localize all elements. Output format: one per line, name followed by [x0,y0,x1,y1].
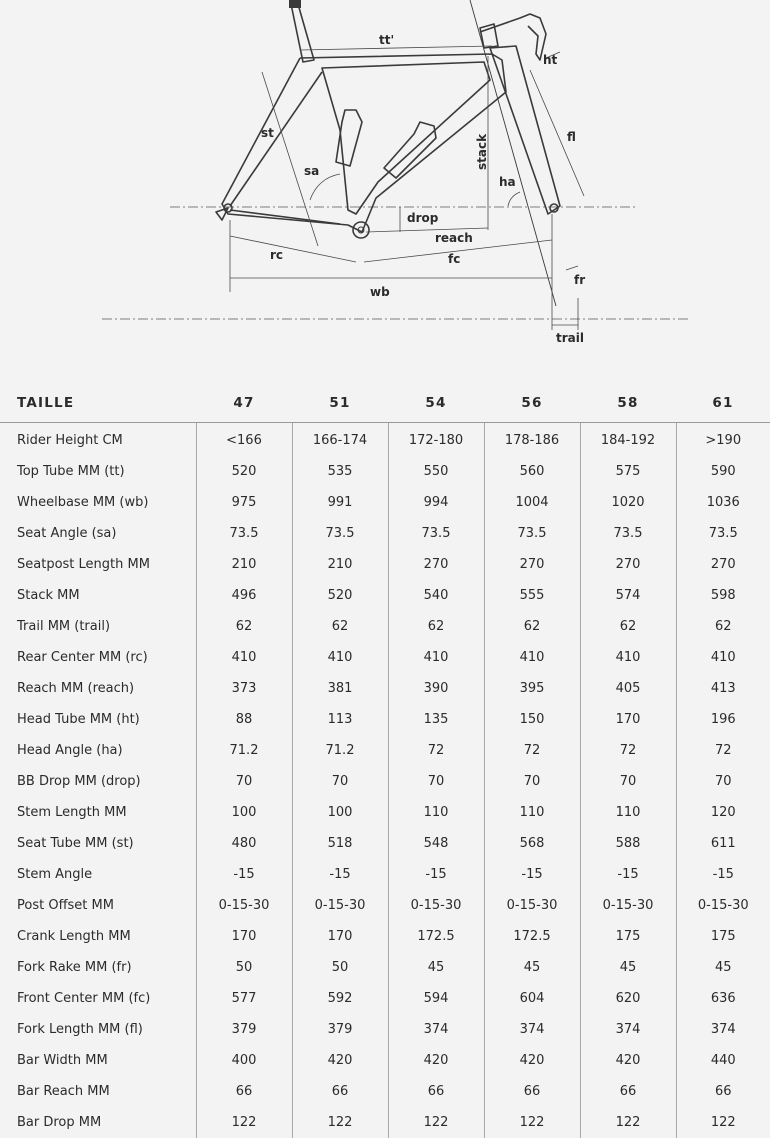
table-cell: 374 [484,1014,580,1045]
table-cell: 390 [388,673,484,704]
row-label: Wheelbase MM (wb) [0,487,196,518]
table-cell: 110 [580,797,676,828]
table-row [0,1014,770,1045]
table-row [0,766,770,797]
table-cell: 520 [196,456,292,487]
row-label: BB Drop MM (drop) [0,766,196,797]
table-cell: 0-15-30 [676,890,770,921]
table-cell: 270 [676,549,770,580]
bottle-1 [336,110,362,166]
table-cell: 1004 [484,487,580,518]
table-cell: 577 [196,983,292,1014]
label-st: st [261,126,274,140]
table-cell: 550 [388,456,484,487]
table-cell: 122 [580,1107,676,1138]
header-size: 54 [388,384,484,423]
table-cell: 73.5 [676,518,770,549]
table-cell: 594 [388,983,484,1014]
header-size: 51 [292,384,388,423]
row-label: Reach MM (reach) [0,673,196,704]
label-wb: wb [370,285,390,299]
table-header-row [0,384,770,423]
table-cell: 73.5 [580,518,676,549]
table-cell: 170 [292,921,388,952]
seatpost-shape [291,4,314,62]
table-cell: 175 [676,921,770,952]
table-cell: 410 [580,642,676,673]
table-cell: 590 [676,456,770,487]
table-cell: 210 [292,549,388,580]
table-cell: 0-15-30 [292,890,388,921]
table-cell: 210 [196,549,292,580]
header-size: 58 [580,384,676,423]
row-label: Stack MM [0,580,196,611]
table-cell: 1036 [676,487,770,518]
row-label: Stem Angle [0,859,196,890]
row-label: Front Center MM (fc) [0,983,196,1014]
table-row [0,580,770,611]
table-cell: -15 [388,859,484,890]
table-cell: 575 [580,456,676,487]
table-cell: 122 [292,1107,388,1138]
row-label: Trail MM (trail) [0,611,196,642]
table-cell: 71.2 [196,735,292,766]
row-label: Seatpost Length MM [0,549,196,580]
table-cell: 122 [484,1107,580,1138]
table-cell: 420 [580,1045,676,1076]
row-label: Bar Drop MM [0,1107,196,1138]
row-label: Crank Length MM [0,921,196,952]
table-cell: 100 [196,797,292,828]
table-cell: 1020 [580,487,676,518]
table-cell: 45 [484,952,580,983]
table-row [0,549,770,580]
label-trail: trail [556,331,584,345]
table-cell: 548 [388,828,484,859]
table-cell: 66 [580,1076,676,1107]
table-cell: 175 [580,921,676,952]
table-cell: 374 [580,1014,676,1045]
table-cell: 72 [484,735,580,766]
table-cell: -15 [484,859,580,890]
header-size: 61 [676,384,770,423]
row-label: Rider Height CM [0,423,196,457]
head-angle-arc [508,192,520,206]
table-cell: 66 [676,1076,770,1107]
table-cell: 568 [484,828,580,859]
row-label: Head Tube MM (ht) [0,704,196,735]
table-cell: 150 [484,704,580,735]
table-cell: 381 [292,673,388,704]
table-cell: 405 [580,673,676,704]
table-cell: >190 [676,423,770,457]
row-label: Seat Tube MM (st) [0,828,196,859]
table-cell: 611 [676,828,770,859]
table-cell: 588 [580,828,676,859]
table-row [0,704,770,735]
table-row [0,890,770,921]
row-label: Stem Length MM [0,797,196,828]
table-cell: 71.2 [292,735,388,766]
table-cell: 560 [484,456,580,487]
table-cell: 374 [676,1014,770,1045]
table-row [0,487,770,518]
table-cell: 410 [676,642,770,673]
table-cell: 270 [580,549,676,580]
table-cell: 100 [292,797,388,828]
table-cell: 535 [292,456,388,487]
table-cell: 73.5 [484,518,580,549]
table-row [0,642,770,673]
table-cell: 62 [676,611,770,642]
table-cell: <166 [196,423,292,457]
table-cell: 410 [388,642,484,673]
table-cell: 62 [388,611,484,642]
label-reach: reach [435,231,473,245]
table-cell: 62 [196,611,292,642]
table-cell: 520 [292,580,388,611]
table-cell: 413 [676,673,770,704]
table-row [0,423,770,457]
label-fr: fr [574,273,585,287]
table-cell: 540 [388,580,484,611]
table-cell: 184-192 [580,423,676,457]
table-cell: 122 [676,1107,770,1138]
row-label: Head Angle (ha) [0,735,196,766]
table-cell: 379 [196,1014,292,1045]
table-cell: 172.5 [484,921,580,952]
table-cell: 0-15-30 [580,890,676,921]
table-row [0,921,770,952]
table-row [0,1107,770,1138]
table-cell: 62 [292,611,388,642]
table-cell: 45 [580,952,676,983]
label-stack: stack [475,133,489,170]
bottom-bracket [353,222,369,238]
table-cell: 420 [484,1045,580,1076]
table-cell: 73.5 [388,518,484,549]
label-ht: ht [543,53,558,67]
table-cell: 975 [196,487,292,518]
table-cell: 66 [292,1076,388,1107]
table-cell: 72 [676,735,770,766]
table-row [0,456,770,487]
table-cell: 170 [196,921,292,952]
table-cell: 72 [388,735,484,766]
table-cell: 270 [484,549,580,580]
table-cell: 72 [580,735,676,766]
table-cell: 574 [580,580,676,611]
table-cell: 70 [580,766,676,797]
label-tt: tt' [379,33,394,47]
table-cell: 496 [196,580,292,611]
table-cell: 991 [292,487,388,518]
table-cell: 110 [388,797,484,828]
bike-frame-drawing [0,0,770,360]
label-ha: ha [499,175,516,189]
table-cell: -15 [196,859,292,890]
table-cell: 113 [292,704,388,735]
table-row [0,611,770,642]
row-label: Seat Angle (sa) [0,518,196,549]
table-row [0,983,770,1014]
table-cell: 555 [484,580,580,611]
table-cell: 88 [196,704,292,735]
table-cell: 122 [196,1107,292,1138]
table-cell: 170 [580,704,676,735]
table-cell: 374 [388,1014,484,1045]
table-cell: 110 [484,797,580,828]
table-cell: 135 [388,704,484,735]
row-label: Top Tube MM (tt) [0,456,196,487]
table-cell: 410 [196,642,292,673]
header-taille: TAILLE [0,384,196,423]
table-cell: 592 [292,983,388,1014]
label-fl: fl [567,130,576,144]
table-cell: 70 [484,766,580,797]
row-label: Bar Width MM [0,1045,196,1076]
table-cell: 379 [292,1014,388,1045]
chain-stay [230,210,340,224]
table-cell: -15 [676,859,770,890]
table-cell: 73.5 [292,518,388,549]
table-cell: -15 [580,859,676,890]
table-cell: 604 [484,983,580,1014]
table-cell: 122 [388,1107,484,1138]
table-cell: 70 [676,766,770,797]
table-cell: 166-174 [292,423,388,457]
table-cell: 410 [484,642,580,673]
table-cell: 66 [196,1076,292,1107]
table-row [0,859,770,890]
table-cell: 994 [388,487,484,518]
handlebar [480,14,546,60]
table-cell: 598 [676,580,770,611]
table-cell: 172-180 [388,423,484,457]
table-cell: 70 [196,766,292,797]
table-row [0,952,770,983]
table-row [0,518,770,549]
frame-inner [322,62,490,214]
table-row [0,735,770,766]
table-cell: 0-15-30 [196,890,292,921]
table-cell: 518 [292,828,388,859]
table-cell: 480 [196,828,292,859]
table-body [0,423,770,1138]
table-cell: 196 [676,704,770,735]
seat-stay [230,72,322,206]
table-cell: -15 [292,859,388,890]
table-cell: 62 [484,611,580,642]
table-cell: 66 [484,1076,580,1107]
header-size: 47 [196,384,292,423]
row-label: Rear Center MM (rc) [0,642,196,673]
row-label: Fork Rake MM (fr) [0,952,196,983]
table-cell: 70 [388,766,484,797]
table-row [0,1045,770,1076]
table-row [0,673,770,704]
row-label: Fork Length MM (fl) [0,1014,196,1045]
table-cell: 420 [388,1045,484,1076]
label-rc: rc [270,248,283,262]
saddle-clamp-shape [289,0,301,8]
table-cell: 636 [676,983,770,1014]
table-cell: 410 [292,642,388,673]
row-label: Post Offset MM [0,890,196,921]
table-cell: 0-15-30 [388,890,484,921]
table-cell: 66 [388,1076,484,1107]
table-cell: 62 [580,611,676,642]
table-cell: 45 [676,952,770,983]
table-cell: 400 [196,1045,292,1076]
table-cell: 395 [484,673,580,704]
geometry-table [0,384,770,1138]
table-cell: 73.5 [196,518,292,549]
label-sa: sa [304,164,319,178]
table-cell: 45 [388,952,484,983]
table-row [0,1076,770,1107]
table-cell: 70 [292,766,388,797]
table-cell: 172.5 [388,921,484,952]
table-cell: 178-186 [484,423,580,457]
header-size: 56 [484,384,580,423]
table-cell: 0-15-30 [484,890,580,921]
table-cell: 50 [196,952,292,983]
table-cell: 373 [196,673,292,704]
table-row [0,797,770,828]
row-label: Bar Reach MM [0,1076,196,1107]
table-cell: 50 [292,952,388,983]
table-cell: 270 [388,549,484,580]
table-cell: 420 [292,1045,388,1076]
label-fc: fc [448,252,460,266]
label-drop: drop [407,211,439,225]
table-cell: 620 [580,983,676,1014]
table-row [0,828,770,859]
geometry-diagram [0,0,770,360]
table-cell: 440 [676,1045,770,1076]
table-cell: 120 [676,797,770,828]
